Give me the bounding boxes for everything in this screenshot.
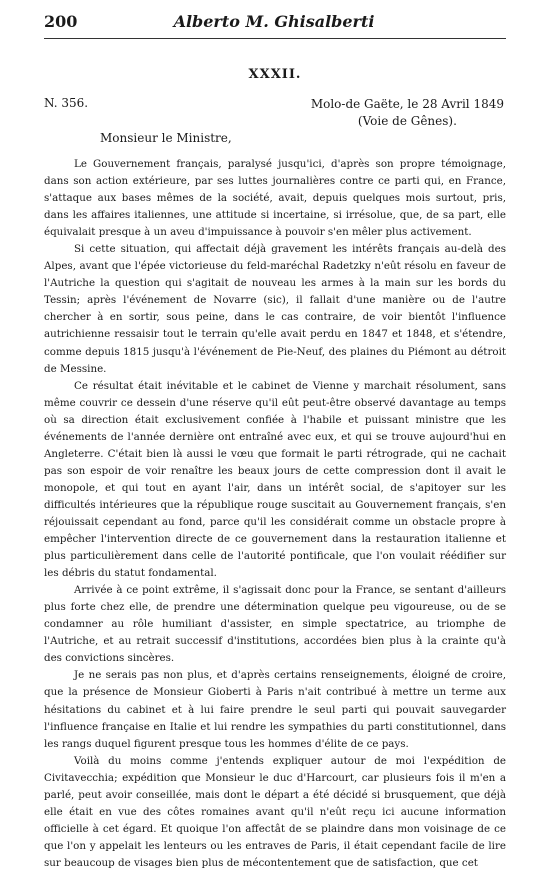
document-number: XXXII.	[248, 67, 302, 82]
running-header	[44, 12, 504, 34]
paragraph: Le Gouvernement français, paralysé jusqu'ici, d'après son propre témoignage, dans son action extérieure, par ses luttes journalières contre ce parti qui, en France, s'attaque aux bases mêmes de la société, avait, depuis quelques mois surtout, pris, dans les affaires italiennes, une attitude si incertaine, si irrésolue, que, de sa part, elle équivalait presque à un aveu d'impuissance à pouvoir s'en mêler plus activement.	[44, 158, 506, 239]
route-line: (Voie de Gênes).	[357, 114, 457, 128]
letter-body	[44, 156, 506, 872]
place-date	[311, 96, 504, 130]
place-date-line: Molo-de Gaëte, le 28 Avril 1849	[310, 97, 504, 111]
paragraph: Je ne serais pas non plus, et d'après certains renseignements, éloigné de croire, que la présence de Monsieur Gioberti à Paris n'ait contribué à mettre un terme aux hésitations du cabinet et à lui faire prendre le seul parti qui pouvait sauvegarder l'influence française en Italie et lui rendre les sympathies du parti constitutionnel, dans les rangs duquel figurent presque tous les hommes d'élite de ce pays.	[44, 669, 506, 750]
reference-number: N. 356.	[44, 96, 89, 110]
running-title: Alberto M. Ghisalberti	[173, 12, 375, 31]
paragraph: Voilà du moins comme j'entends expliquer autour de moi l'expédition de Civitavecchia; expédition que Monsieur le duc d'Harcourt, car plusieurs fois il m'en a parlé, peut avoir conseillée, mais dont le départ a été décidé si brusquement, que déjà elle était en vue des côtes romaines avant qu'il n'eût reçu ici aucune information officielle à cet égard. Et quoique l'on affectât de se plaindre dans mon voisinage de ce que l'on y appelait les lenteurs ou les entraves de Paris, il était cependant facile de lire sur beaucoup de visages bien plus de mécontentement que de satisfaction, que cet	[44, 754, 506, 869]
paragraph: Ce résultat était inévitable et le cabinet de Vienne y marchait résolument, sans même couvrir ce dessein d'une réserve qu'il eût peut-être observé davantage au temps où sa direction était exclusivement confiée à l'habile et puissant ministre que les événements de l'année dernière ont entraîné avec eux, et qui se trouve aujourd'hui en Angleterre. C'était bien là aussi le vœu que formait le parti rétrograde, qui ne cachait pas son espoir de voir renaître les beaux jours de cette compression dont il avait le monopole, et qui tout en ayant l'air, dans un intérêt social, de s'apitoyer sur les difficultés intérieures que la république rouge suscitait au Gouvernement français, s'en réjouissait cependant au fond, parce qu'il les considérait comme un obstacle propre à empêcher l'intervention directe de ce gouvernement dans la restauration italienne et plus particulièrement dans celle de l'autorité pontificale, que l'on voulait réédifier sur les débris du statut fondamental.	[44, 379, 506, 580]
page-number: 200	[44, 12, 78, 31]
header-rule	[44, 38, 506, 39]
salutation: Monsieur le Ministre,	[100, 131, 232, 145]
paragraph: Arrivée à ce point extrême, il s'agissait donc pour la France, se sentant d'ailleurs plus forte chez elle, de prendre une détermination quelque peu vigoureuse, ou de se condamner au rôle humiliant d'assister, en simple spectatrice, au triomphe de l'Autriche, et au retrait successif d'institutions, accordées bien plus à la crainte qu'à des convictions sincères.	[44, 584, 506, 665]
paragraph: Si cette situation, qui affectait déjà gravement les intérêts français au-delà des Alpes, avant que l'épée victorieuse du feld-maréchal Radetzky n'eût résolu en faveur de l'Autriche la question qui s'agitait de nouveau les armes à la main sur les bords du Tessin; après l'événement de Novarre (sic), il fallait d'une manière ou de l'autre chercher à en sortir, sous peine, dans le cas contraire, de voir bientôt l'influence autrichienne ressaisir tout le terrain qu'elle avait perdu en 1847 et 1848, et s'étendre, comme depuis 1815 jusqu'à l'événement de Pie-Neuf, des plaines du Piémont au détroit de Messine.	[44, 243, 506, 375]
